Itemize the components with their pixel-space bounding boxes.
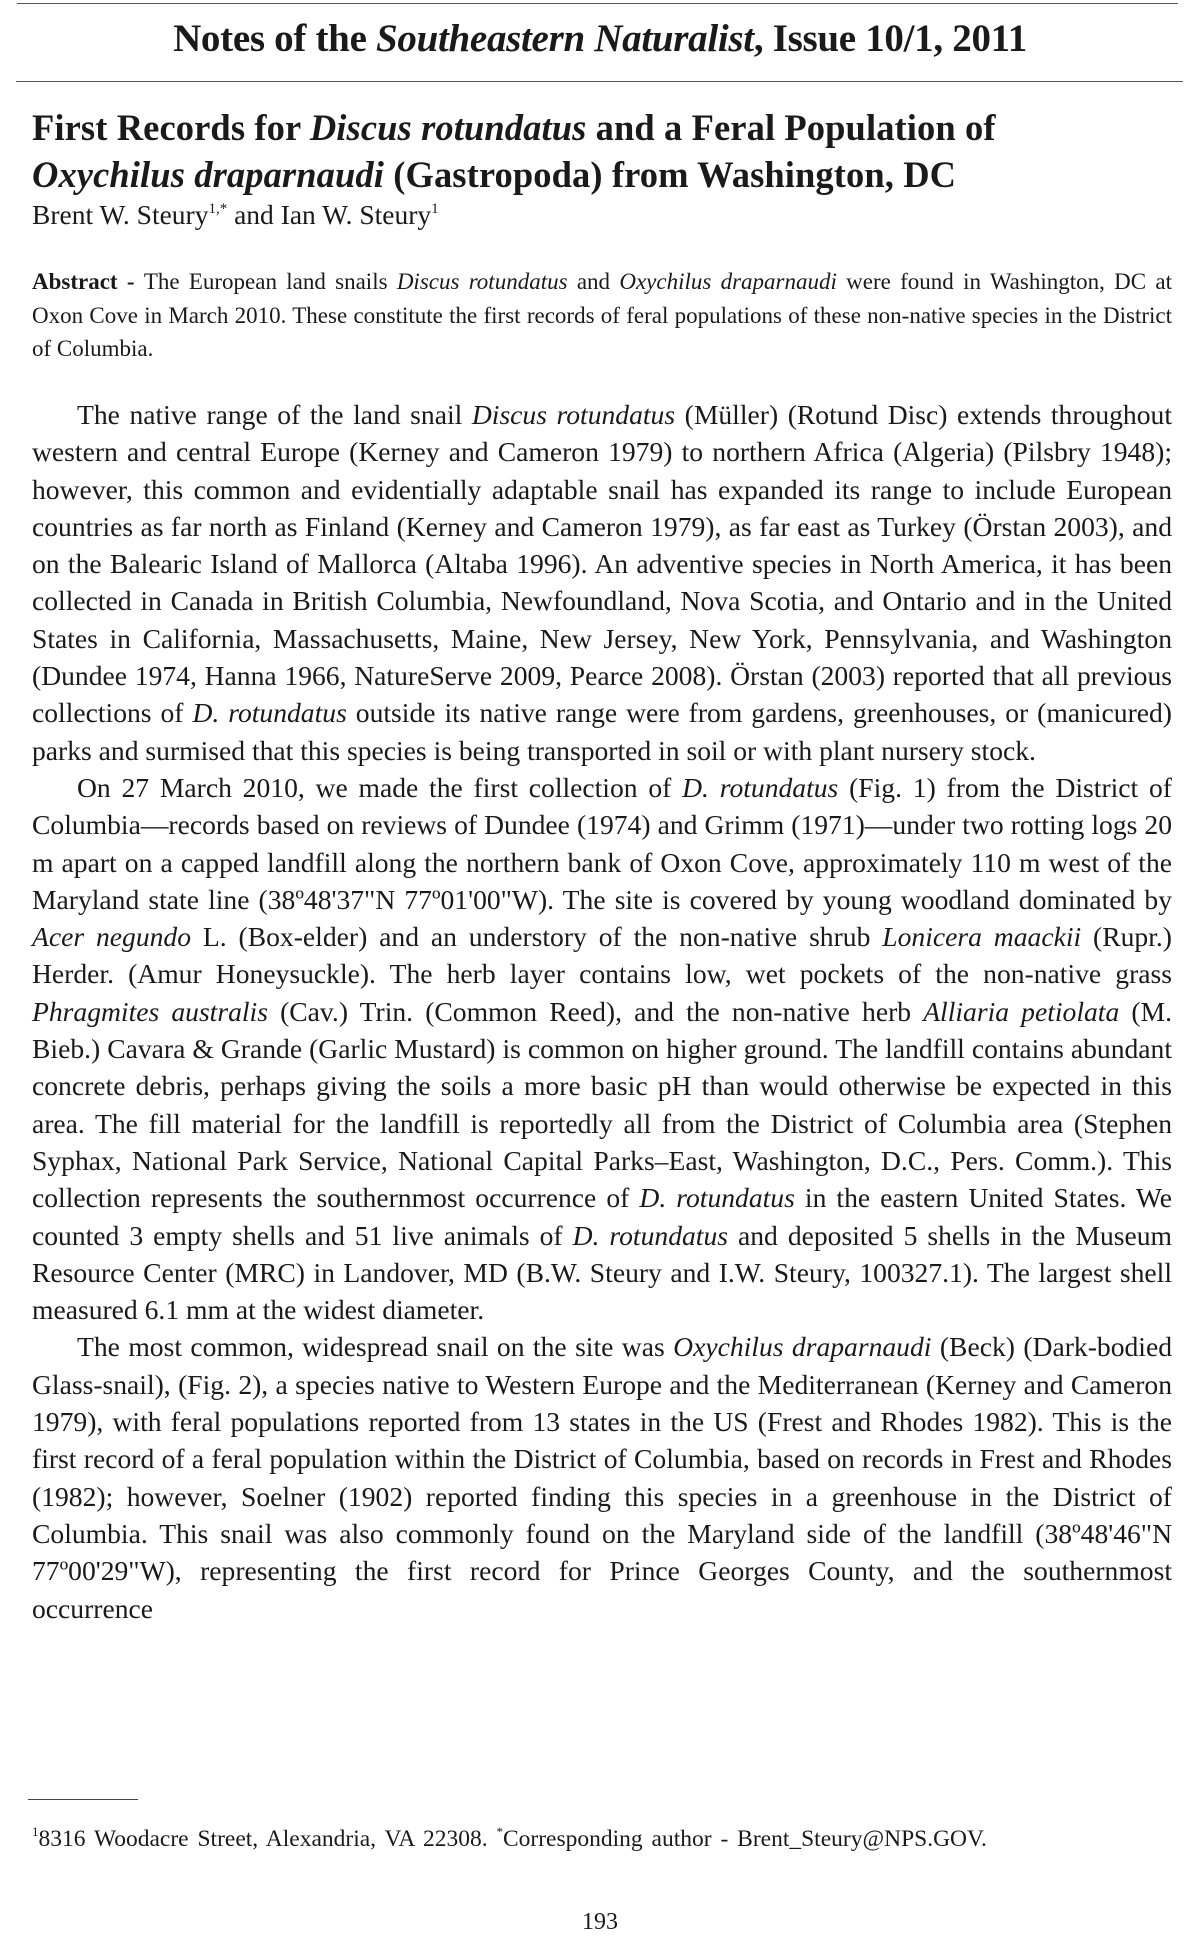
species-name: Alliaria petiolata [923, 995, 1120, 1027]
species-name: D. rotundatus [639, 1182, 795, 1214]
abstract-text: and [567, 269, 620, 294]
author-joiner: and [227, 199, 281, 230]
title-text: (Gastropoda) from Washington, DC [383, 154, 957, 195]
body-paragraph [32, 1328, 1172, 1626]
corresponding-author: Corresponding author - Brent_Steury@NPS.GOV. [502, 1826, 987, 1852]
body-text: L. (Box-elder) and an understory of the non-native shrub [191, 921, 883, 953]
abstract-text: were found in Washington, DC at Oxon Cove in March 2010. These constitute the first records of feral populations of these non-native species in the District of Columbia. [32, 269, 1172, 361]
body-text: On 27 March 2010, we made the first collection of [77, 771, 683, 803]
body-text: outside its native range were from gardens, greenhouses, or (manicured) parks and surmised that this species is being transported in soil or with plant nursery stock. [32, 697, 1172, 766]
author-name: Ian W. Steury [280, 199, 432, 230]
title-text: First Records for [32, 107, 310, 148]
body-text: in the eastern United States. We counted 3 empty shells and 51 live animals of [32, 1182, 1172, 1251]
body-text: (M. Bieb.) Cavara & Grande (Garlic Mustard) is common on higher ground. The landfill contains abundant concrete debris, perhaps giving the soils a more basic pH than would otherwise be expected in this area. The fill material for the landfill is reportedly all from the District of Columbia area (Stephen Syphax, National Park Service, National Capital Parks–East, Washington, D.C., Pers. Comm.). This collection represents the southernmost occurrence of [32, 995, 1173, 1214]
journal-running-header [0, 14, 1200, 64]
abstract-label: Abstract - [32, 269, 144, 294]
author-name: Brent W. Steury [32, 199, 209, 230]
species-name: D. rotundatus [682, 771, 839, 803]
issue-info: , Issue 10/1, 2011 [753, 17, 1027, 60]
species-name: Phragmites australis [32, 995, 268, 1027]
footnote-mark: 1 [32, 1824, 39, 1839]
body-text: and deposited 5 shells in the Museum Resource Center (MRC) in Landover, MD (B.W. Steury and I.W. Steury, 100327.1). The largest shell measured 6.1 mm at the widest diameter. [32, 1219, 1172, 1326]
author-affiliation-mark: 1,* [208, 201, 228, 217]
article-title [32, 104, 1182, 198]
body-text: (Müller) (Rotund Disc) extends throughout western and central Europe (Kerney and Cameron 1979) to northern Africa (Algeria) (Pilsbry 1948); however, this common and evidentially adaptable snail has expanded its range to include European countries as far north as Finland (Kerney and Cameron 1979), as far east as Turkey (Örstan 2003), and on the Balearic Island of Mallorca (Altaba 1996). An adventive species in North America, it has been collected in Canada in British Columbia, Newfoundland, Nova Scotia, and Ontario and in the United States in California, Massachusetts, Maine, New Jersey, New York, Pennsylvania, and Washington (Dundee 1974, Hanna 1966, NatureServe 2009, Pearce 2008). Örstan (2003) reported that all previous collections of [32, 399, 1172, 729]
corresponding-mark: * [496, 1824, 503, 1839]
footnote [32, 1823, 1172, 1855]
body-text: (Cav.) Trin. (Common Reed), and the non-native herb [267, 995, 924, 1027]
body-text: (Fig. 1) from the District of Columbia—records based on reviews of Dundee (1974) and Grimm (1971)—under two rotting logs 20 m apart on a capped landfill along the northern bank of Oxon Cove, approximately 110 m west of the Maryland state line (38º48'37"N 77º01'00"W). The site is covered by young woodland dominated by [32, 771, 1172, 915]
title-text: and a Feral Population of [586, 107, 996, 148]
author-line [32, 198, 439, 232]
footnote-separator [28, 1799, 138, 1800]
abstract-text: The European land snails [143, 269, 397, 294]
header-top-rule [17, 3, 1178, 4]
body-paragraph [32, 769, 1172, 1328]
species-name: Lonicera maackii [882, 921, 1082, 953]
affiliation-address: 8316 Woodacre Street, Alexandria, VA 22308. [38, 1826, 497, 1852]
journal-name: Southeastern Naturalist [376, 17, 754, 60]
article-body [32, 396, 1172, 1627]
header-prefix: Notes of the [173, 17, 377, 60]
species-name: Discus rotundatus [471, 399, 676, 430]
species-name: Oxychilus draparnaudi [619, 269, 837, 294]
body-text: The native range of the land snail [77, 399, 472, 430]
page-number: 193 [582, 1909, 618, 1935]
body-text: The most common, widespread snail on the site was [77, 1331, 674, 1363]
abstract [32, 265, 1172, 366]
body-paragraph [32, 396, 1172, 769]
body-text: (Rupr.) Herder. (Amur Honeysuckle). The herb layer contains low, wet pockets of the non-native grass [32, 921, 1172, 990]
body-text: (Beck) (Dark-bodied Glass-snail), (Fig. 2), a species native to Western Europe and the Mediterranean (Kerney and Cameron 1979), with feral populations reported from 13 states in the US (Frest and Rhodes 1982). This is the first record of a feral population within the District of Columbia, based on records in Frest and Rhodes (1982); however, Soelner (1902) reported finding this species in a greenhouse in the District of Columbia. This snail was also commonly found on the Maryland side of the landfill (38º48'46"N 77º00'29"W), representing the first record for Prince Georges County, and the southernmost occurrence [32, 1331, 1172, 1624]
species-name: Oxychilus draparnaudi [673, 1331, 932, 1363]
author-affiliation-mark: 1 [431, 201, 439, 217]
species-name: D. rotundatus [572, 1219, 728, 1251]
species-name: D. rotundatus [192, 697, 347, 729]
species-name: Acer negundo [32, 921, 192, 953]
title-species: Discus rotundatus [309, 107, 587, 148]
header-bottom-rule [16, 81, 1183, 82]
species-name: Discus rotundatus [396, 269, 568, 294]
title-species: Oxychilus draparnaudi [32, 154, 384, 195]
